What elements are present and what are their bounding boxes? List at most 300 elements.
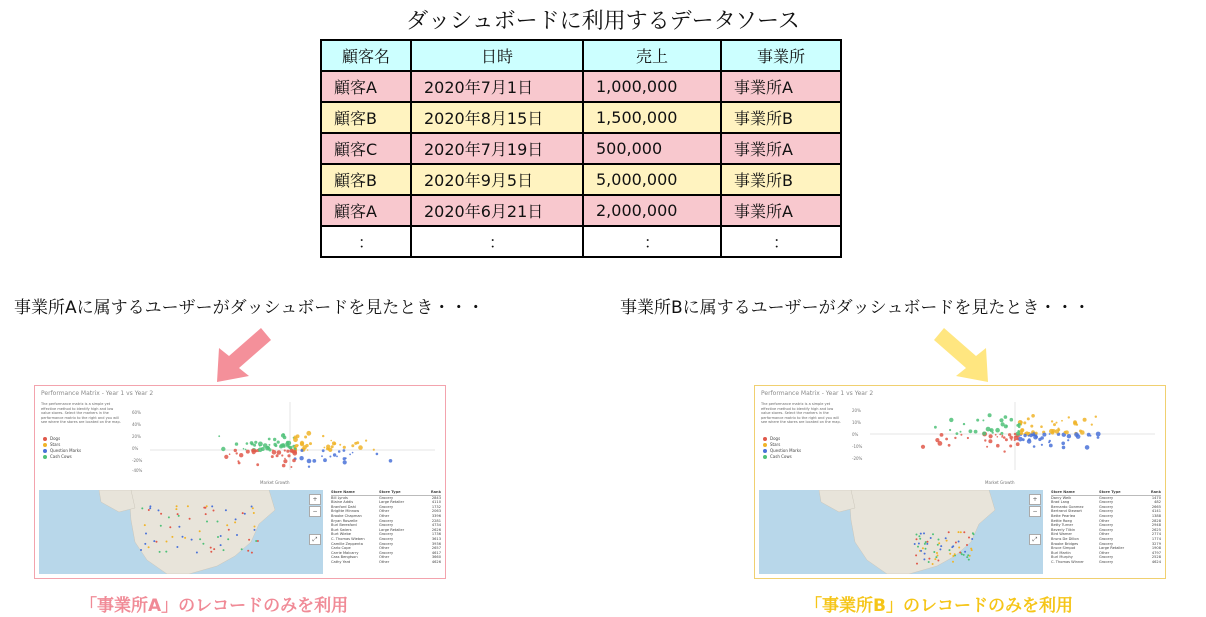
store-row[interactable]: Brooke Chapman Other 3396 (331, 513, 441, 518)
scatter-point[interactable] (1031, 414, 1035, 418)
scatter-point[interactable] (1049, 444, 1053, 448)
map-marker[interactable] (971, 549, 973, 551)
map-marker[interactable] (966, 544, 968, 546)
store-row[interactable]: Betty Turner Grocery 2948 (1051, 523, 1161, 528)
scatter-point[interactable] (258, 442, 263, 447)
map-marker[interactable] (963, 554, 965, 556)
scatter-point[interactable] (329, 456, 331, 458)
scatter-point[interactable] (246, 442, 249, 445)
scatter-point[interactable] (321, 455, 323, 457)
scatter-point[interactable] (300, 442, 304, 446)
map-marker[interactable] (213, 548, 215, 550)
scatter-point[interactable] (1049, 433, 1051, 435)
scatter-point[interactable] (281, 454, 283, 456)
scatter-point[interactable] (1010, 418, 1014, 422)
scatter-point[interactable] (352, 452, 354, 454)
scatter-point[interactable] (1017, 430, 1020, 433)
scatter-point[interactable] (1020, 429, 1024, 433)
scatter-point[interactable] (1067, 434, 1071, 438)
map-marker[interactable] (916, 563, 918, 565)
scatter-point[interactable] (323, 458, 327, 462)
store-row[interactable]: Camille Zeppenta Grocery 3936 (331, 541, 441, 546)
scatter-point[interactable] (1095, 416, 1097, 418)
scatter-point[interactable] (281, 433, 285, 437)
store-row[interactable]: Blaine Addis Large Retailer 4110 (331, 500, 441, 505)
scatter-point[interactable] (1023, 421, 1026, 424)
map-marker[interactable] (153, 540, 155, 542)
scatter-point[interactable] (333, 453, 336, 456)
scatter-point[interactable] (373, 449, 375, 451)
map-marker[interactable] (254, 526, 256, 528)
scatter-point[interactable] (1038, 438, 1041, 441)
map-marker[interactable] (196, 552, 198, 554)
scatter-point[interactable] (351, 444, 354, 447)
scatter-point[interactable] (1023, 434, 1026, 437)
map-marker[interactable] (968, 559, 970, 561)
map-marker[interactable] (936, 552, 938, 554)
scatter-point[interactable] (1014, 433, 1017, 436)
map-marker[interactable] (248, 539, 250, 541)
map-marker[interactable] (251, 552, 253, 554)
map-marker[interactable] (211, 505, 213, 507)
scatter-point[interactable] (960, 434, 962, 436)
map-marker[interactable] (159, 551, 161, 553)
map-marker[interactable] (934, 558, 936, 560)
scatter-point[interactable] (224, 455, 228, 459)
scatter-point[interactable] (1096, 432, 1101, 437)
scatter-point[interactable] (339, 444, 341, 446)
map-marker[interactable] (220, 535, 222, 537)
map-marker[interactable] (253, 512, 255, 514)
map-marker[interactable] (919, 538, 921, 540)
map-marker[interactable] (247, 550, 249, 552)
store-row[interactable]: Branford Dahl Grocery 1732 (331, 504, 441, 509)
scatter-point[interactable] (1030, 425, 1033, 428)
scatter-point[interactable] (273, 438, 276, 441)
scatter-point[interactable] (1016, 442, 1020, 446)
scatter-point[interactable] (967, 437, 969, 439)
map-marker[interactable] (958, 541, 960, 543)
map-marker[interactable] (932, 533, 934, 535)
store-row[interactable]: Brad Lang Grocery 482 (1051, 500, 1161, 505)
map-marker[interactable] (210, 551, 212, 553)
scatter-point[interactable] (999, 418, 1003, 422)
map-marker[interactable] (933, 551, 935, 553)
map-marker[interactable] (964, 551, 966, 553)
scatter-point[interactable] (1033, 435, 1038, 440)
map-marker[interactable] (191, 539, 193, 541)
map-marker[interactable] (920, 533, 922, 535)
store-row[interactable]: Bruns De Dillon Grocery 1774 (1051, 536, 1161, 541)
scatter-point[interactable] (1091, 424, 1093, 426)
map-marker[interactable] (217, 536, 219, 538)
scatter-point[interactable] (332, 441, 336, 445)
scatter-point[interactable] (308, 466, 310, 468)
scatter-point[interactable] (1087, 433, 1091, 437)
scatter-point[interactable] (283, 445, 285, 447)
map-marker[interactable] (937, 544, 939, 546)
map-marker[interactable] (952, 561, 954, 563)
map-zoom-in-button[interactable]: + (309, 494, 321, 505)
scatter-point[interactable] (1073, 421, 1077, 425)
map-marker[interactable] (178, 526, 180, 528)
map-marker[interactable] (184, 537, 186, 539)
map-marker[interactable] (252, 507, 254, 509)
scatter-point[interactable] (1029, 434, 1033, 438)
scatter-point[interactable] (277, 441, 280, 444)
scatter-point[interactable] (229, 453, 231, 455)
scatter-point[interactable] (948, 444, 951, 447)
map-marker[interactable] (924, 543, 926, 545)
scatter-point[interactable] (1085, 445, 1090, 450)
scatter-point[interactable] (1041, 444, 1043, 446)
map-marker[interactable] (204, 507, 206, 509)
scatter-point[interactable] (1009, 445, 1012, 448)
map-marker[interactable] (176, 505, 178, 507)
scatter-point[interactable] (1033, 445, 1036, 448)
map-marker[interactable] (928, 558, 930, 560)
map-marker[interactable] (959, 552, 961, 554)
map-marker[interactable] (175, 508, 177, 510)
map-marker[interactable] (158, 509, 160, 511)
map-marker[interactable] (141, 507, 143, 509)
scatter-point[interactable] (1079, 430, 1082, 433)
scatter-point[interactable] (995, 428, 1000, 433)
scatter-point[interactable] (287, 454, 290, 457)
scatter-point[interactable] (996, 444, 1000, 448)
scatter-point[interactable] (254, 441, 257, 444)
map-marker[interactable] (144, 524, 146, 526)
map-marker[interactable] (156, 541, 158, 543)
scatter-point[interactable] (1061, 442, 1065, 446)
map-marker[interactable] (242, 512, 244, 514)
scatter-point[interactable] (336, 456, 338, 458)
scatter-point[interactable] (292, 451, 295, 454)
map-fullscreen-button[interactable]: ⤢ (309, 534, 321, 545)
scatter-point[interactable] (921, 445, 925, 449)
scatter-point[interactable] (307, 449, 309, 451)
map-marker[interactable] (937, 555, 939, 557)
scatter-point[interactable] (309, 442, 312, 445)
scatter-point[interactable] (1061, 420, 1063, 422)
scatter-point[interactable] (963, 423, 965, 425)
store-row[interactable]: Beverly Tilkin Grocery 2625 (1051, 527, 1161, 532)
scatter-point[interactable] (1027, 417, 1030, 420)
scatter-point[interactable] (253, 444, 256, 447)
scatter-point[interactable] (1001, 422, 1005, 426)
map-marker[interactable] (257, 540, 259, 542)
scatter-point[interactable] (272, 450, 277, 455)
scatter-point[interactable] (263, 443, 268, 448)
map-marker[interactable] (952, 555, 954, 557)
map-marker[interactable] (165, 551, 167, 553)
store-row[interactable]: Bettie Roeg Other 2828 (1051, 518, 1161, 523)
scatter-point[interactable] (306, 431, 311, 436)
scatter-point[interactable] (243, 448, 245, 450)
map-marker[interactable] (236, 534, 238, 536)
scatter-point[interactable] (949, 418, 953, 422)
map-fullscreen-button[interactable]: ⤢ (1029, 534, 1041, 545)
map-marker[interactable] (945, 537, 947, 539)
map-marker[interactable] (940, 545, 942, 547)
map-marker[interactable] (938, 539, 940, 541)
map-marker[interactable] (217, 521, 219, 523)
store-row[interactable]: C. Thomas Winner Grocery 4624 (1051, 559, 1161, 564)
map-marker[interactable] (916, 534, 918, 536)
map-marker[interactable] (925, 541, 927, 543)
scatter-point[interactable] (299, 456, 303, 460)
scatter-point[interactable] (934, 426, 937, 429)
map-marker[interactable] (914, 543, 916, 545)
scatter-point[interactable] (234, 449, 237, 452)
scatter-point[interactable] (1003, 450, 1005, 452)
scatter-point[interactable] (1000, 432, 1003, 435)
map-marker[interactable] (234, 521, 236, 523)
map-marker[interactable] (189, 518, 191, 520)
store-row[interactable]: Bertrand Stewart Grocery 4141 (1051, 509, 1161, 514)
scatter-point[interactable] (984, 439, 986, 441)
map-marker[interactable] (228, 529, 230, 531)
map-marker[interactable] (223, 549, 225, 551)
scatter-point[interactable] (338, 450, 341, 453)
map-marker[interactable] (166, 541, 168, 543)
scatter-point[interactable] (989, 434, 993, 438)
map-marker[interactable] (918, 535, 920, 537)
scatter-point[interactable] (286, 450, 289, 453)
scatter-point[interactable] (990, 428, 994, 432)
map-marker[interactable] (954, 553, 956, 555)
map-marker[interactable] (949, 549, 951, 551)
scatter-point[interactable] (1053, 423, 1056, 426)
scatter-point[interactable] (252, 450, 256, 454)
scatter-point[interactable] (1083, 418, 1087, 422)
store-row[interactable]: Carrie Malcarry Grocery 4617 (331, 550, 441, 555)
store-row[interactable]: Darcy Weik Grocery 1470 (1051, 495, 1161, 500)
map-marker[interactable] (967, 554, 969, 556)
scatter-point[interactable] (974, 430, 978, 434)
map-marker[interactable] (968, 537, 970, 539)
scatter-point[interactable] (258, 448, 263, 453)
scatter-point[interactable] (239, 453, 243, 457)
map-marker[interactable] (972, 532, 974, 534)
map-marker[interactable] (149, 505, 151, 507)
scatter-point[interactable] (1097, 436, 1100, 439)
scatter-point[interactable] (976, 419, 979, 422)
scatter-point[interactable] (246, 450, 250, 454)
map-marker[interactable] (920, 550, 922, 552)
scatter-point[interactable] (1011, 439, 1013, 441)
store-row[interactable]: Cathy Yard Other 4626 (331, 559, 441, 564)
map-marker[interactable] (182, 536, 184, 538)
map-zoom-out-button[interactable]: − (1029, 506, 1041, 517)
map-marker[interactable] (199, 538, 201, 540)
map-marker[interactable] (140, 549, 142, 551)
scatter-point[interactable] (276, 454, 279, 457)
scatter-point[interactable] (356, 441, 359, 444)
scatter-point[interactable] (1028, 435, 1030, 437)
map-marker[interactable] (177, 513, 179, 515)
store-row[interactable]: Burl Murphy Grocery 2528 (1051, 555, 1161, 560)
map-marker[interactable] (937, 560, 939, 562)
map-marker[interactable] (226, 524, 228, 526)
map-marker[interactable] (927, 541, 929, 543)
map-marker[interactable] (145, 533, 147, 535)
map-marker[interactable] (220, 544, 222, 546)
store-row[interactable]: Bill Lynds Grocery 2843 (331, 495, 441, 500)
scatter-point[interactable] (1042, 433, 1046, 437)
map-marker[interactable] (948, 531, 950, 533)
scatter-point[interactable] (1040, 425, 1043, 428)
map-marker[interactable] (160, 525, 162, 527)
map-marker[interactable] (148, 546, 150, 548)
scatter-point[interactable] (322, 449, 325, 452)
scatter-point[interactable] (1035, 432, 1038, 435)
map-marker[interactable] (917, 546, 919, 548)
map-marker[interactable] (960, 531, 962, 533)
scatter-point[interactable] (326, 445, 330, 449)
map-marker[interactable] (254, 529, 256, 531)
scatter-point[interactable] (290, 466, 292, 468)
map-marker[interactable] (930, 537, 932, 539)
scatter-point[interactable] (1051, 420, 1053, 422)
scatter-point[interactable] (1067, 439, 1069, 441)
map-marker[interactable] (235, 518, 237, 520)
scatter-point[interactable] (271, 455, 274, 458)
map-marker[interactable] (916, 538, 918, 540)
scatter-point[interactable] (307, 459, 312, 464)
map-zoom-in-button[interactable]: + (1029, 494, 1041, 505)
scatter-point[interactable] (286, 444, 290, 448)
map-marker[interactable] (963, 531, 965, 533)
store-row[interactable]: Burt Swiers Large Retailer 2626 (331, 527, 441, 532)
map-marker[interactable] (210, 547, 212, 549)
scatter-point[interactable] (1056, 422, 1058, 424)
scatter-point[interactable] (986, 446, 988, 448)
scatter-point[interactable] (300, 449, 303, 452)
store-row[interactable]: Bruce Simpot Large Retailer 1908 (1051, 546, 1161, 551)
scatter-point[interactable] (282, 464, 286, 468)
scatter-point[interactable] (940, 433, 944, 437)
scatter-point[interactable] (268, 444, 270, 446)
scatter-point[interactable] (982, 419, 984, 421)
scatter-point[interactable] (969, 429, 973, 433)
map-marker[interactable] (923, 558, 925, 560)
map-marker[interactable] (169, 526, 171, 528)
map-marker[interactable] (932, 563, 934, 565)
scatter-point[interactable] (949, 429, 951, 431)
scatter-point[interactable] (358, 445, 363, 450)
store-row[interactable]: Burl Martin Other 4797 (1051, 550, 1161, 555)
map-marker[interactable] (149, 507, 151, 509)
scatter-point[interactable] (238, 462, 241, 465)
map-marker[interactable] (971, 538, 973, 540)
scatter-point[interactable] (283, 459, 287, 463)
scatter-point[interactable] (349, 454, 351, 456)
map-marker[interactable] (227, 538, 229, 540)
scatter-point[interactable] (345, 457, 347, 459)
map-marker[interactable] (213, 510, 215, 512)
store-row[interactable]: Burt Wiebe Grocery 1736 (331, 532, 441, 537)
scatter-point[interactable] (1005, 438, 1008, 441)
scatter-point[interactable] (343, 446, 346, 449)
scatter-point[interactable] (330, 440, 332, 442)
scatter-point[interactable] (365, 440, 367, 442)
map-marker[interactable] (171, 536, 173, 538)
map-marker[interactable] (915, 554, 917, 556)
map-marker[interactable] (958, 547, 960, 549)
scatter-point[interactable] (305, 444, 308, 447)
scatter-point[interactable] (322, 435, 324, 437)
scatter-point[interactable] (956, 432, 959, 435)
map-marker[interactable] (251, 506, 253, 508)
map-marker[interactable] (168, 516, 170, 518)
store-map[interactable] (39, 490, 323, 574)
map-marker[interactable] (202, 543, 204, 545)
map-marker[interactable] (922, 547, 924, 549)
scatter-point[interactable] (284, 458, 286, 460)
scatter-point[interactable] (284, 449, 286, 451)
scatter-point[interactable] (988, 439, 992, 443)
map-marker[interactable] (938, 542, 940, 544)
scatter-point[interactable] (312, 459, 316, 463)
scatter-point[interactable] (1062, 446, 1066, 450)
scatter-point[interactable] (1055, 429, 1059, 433)
map-marker[interactable] (205, 513, 207, 515)
store-row[interactable]: Bryan Roszelle Grocery 2281 (331, 518, 441, 523)
scatter-point[interactable] (292, 459, 296, 463)
scatter-point[interactable] (277, 450, 282, 455)
scatter-point[interactable] (1027, 439, 1032, 444)
map-marker[interactable] (148, 509, 150, 511)
store-row[interactable]: Burl Beresford Grocery 4734 (331, 523, 441, 528)
scatter-point[interactable] (221, 447, 225, 451)
map-marker[interactable] (961, 553, 963, 555)
map-marker[interactable] (206, 521, 208, 523)
store-row[interactable]: Brigitte Minnow Other 2063 (331, 509, 441, 514)
map-marker[interactable] (939, 548, 941, 550)
scatter-point[interactable] (245, 449, 247, 451)
map-marker[interactable] (225, 509, 227, 511)
map-marker[interactable] (144, 543, 146, 545)
scatter-point[interactable] (297, 444, 299, 446)
scatter-point[interactable] (1076, 434, 1081, 439)
scatter-point[interactable] (1018, 423, 1021, 426)
map-marker[interactable] (925, 548, 927, 550)
scatter-point[interactable] (1001, 436, 1003, 438)
scatter-point[interactable] (324, 447, 326, 449)
scatter-point[interactable] (293, 437, 298, 442)
scatter-point[interactable] (218, 435, 220, 437)
scatter-point[interactable] (268, 438, 271, 441)
scatter-point[interactable] (331, 445, 334, 448)
map-marker[interactable] (918, 543, 920, 545)
map-marker[interactable] (244, 513, 246, 515)
store-map[interactable] (759, 490, 1043, 574)
store-row[interactable]: Bird Wamer Other 2774 (1051, 532, 1161, 537)
scatter-point[interactable] (279, 445, 283, 449)
scatter-point[interactable] (995, 434, 997, 436)
map-marker[interactable] (958, 531, 960, 533)
scatter-point[interactable] (235, 442, 238, 445)
scatter-point[interactable] (389, 459, 393, 463)
scatter-point[interactable] (982, 432, 986, 436)
scatter-point[interactable] (343, 460, 347, 464)
map-marker[interactable] (952, 545, 954, 547)
scatter-point[interactable] (256, 463, 259, 466)
scatter-point[interactable] (1068, 416, 1070, 418)
scatter-point[interactable] (1003, 436, 1006, 439)
map-marker[interactable] (176, 546, 178, 548)
